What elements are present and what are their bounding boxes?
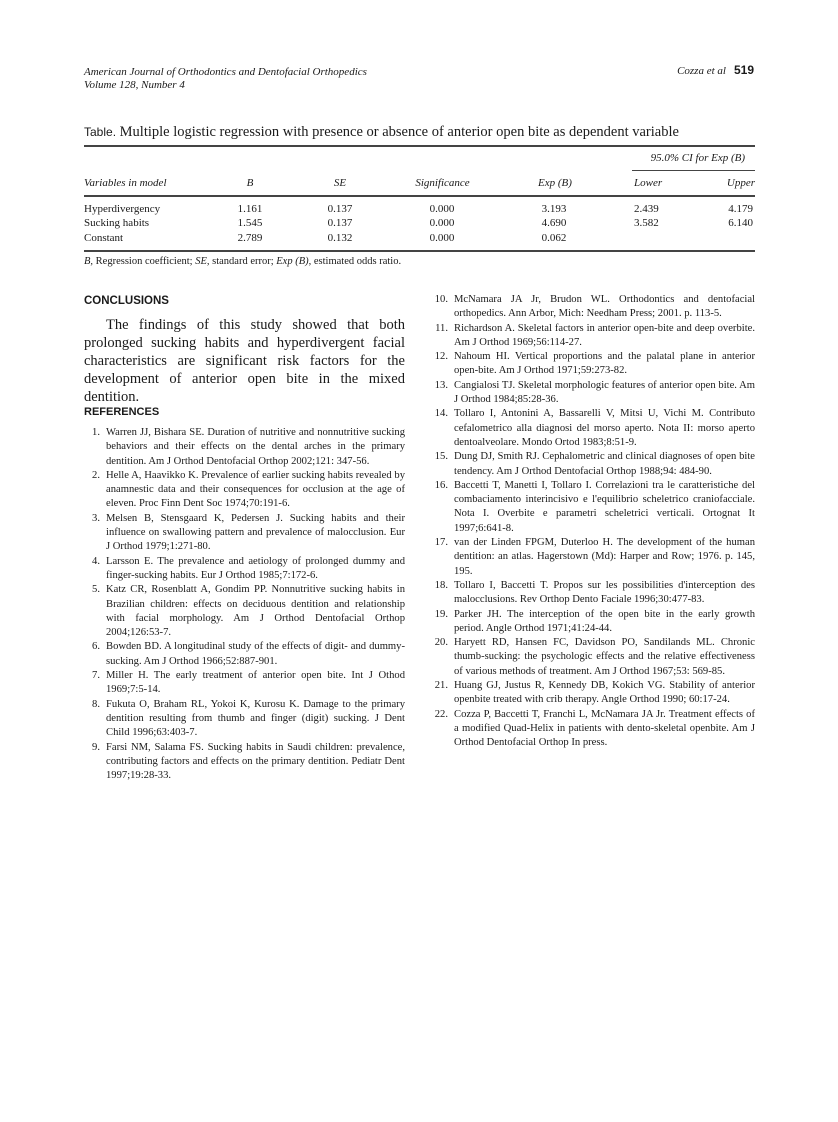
conclusions-heading: CONCLUSIONS [84, 295, 169, 307]
reference-item [429, 350, 755, 379]
reference-item [429, 322, 755, 351]
cell-se: 0.137 [327, 203, 353, 215]
ci-header: 95.0% CI for Exp (B) [650, 152, 745, 164]
table-label: Table. [84, 125, 117, 139]
cell-variable: Constant [84, 232, 124, 244]
reference-item [429, 579, 755, 608]
reference-text: Baccetti T, Manetti I, Tollaro I. Correlazioni tra le caratteristiche del combaciamento interincisivo e l'equilibrio scheletrico craniofacciale. Nota I. Overbite e parametri scheletrici verticali. Ortognat It 1997;6:641-8. [454, 479, 755, 534]
journal-volume: Volume 128, Number 4 [84, 79, 185, 91]
reference-item [429, 708, 755, 751]
reference-number: 4. [92, 555, 100, 567]
reference-text: Helle A, Haavikko K. Prevalence of earlier sucking habits revealed by anamnestic data and their consequences for occlusion at the age of eleven. Proc Finn Dent Soc 1974;70:191-6. [106, 469, 405, 510]
reference-number: 6. [92, 641, 100, 653]
references-list-left [86, 426, 405, 783]
reference-number: 18. [434, 579, 448, 591]
cell-se: 0.132 [327, 232, 353, 244]
reference-number: 15. [434, 451, 448, 463]
conclusions-text: The findings of this study showed that both prolonged sucking habits and hyperdivergent facial characteristics are significant risk factors for the development of anterior open bite in the mixed dentition. [84, 317, 405, 405]
cell-exp-b: 0.062 [541, 232, 567, 244]
cell-significance: 0.000 [429, 232, 455, 244]
reference-item [86, 469, 405, 512]
reference-text: Fukuta O, Braham RL, Yokoi K, Kurosu K. Damage to the primary dentition resulting from thumb and finger (digit) sucking. J Dent Child 1996;63:403-7. [106, 698, 405, 739]
reference-item [86, 669, 405, 698]
reference-number: 12. [434, 351, 448, 363]
cell-exp-b: 3.193 [541, 203, 567, 215]
reference-number: 13. [434, 379, 448, 391]
reference-item [429, 536, 755, 579]
page-number: 519 [733, 63, 754, 77]
reference-item [86, 426, 405, 469]
reference-item [86, 555, 405, 584]
reference-number: 7. [92, 670, 100, 682]
col-header-variables: Variables in model [84, 177, 167, 189]
reference-text: Warren JJ, Bishara SE. Duration of nutritive and nonnutritive sucking behaviors and their effects on the dental arches in the primary dentition. Am J Orthod Dentofacial Orthop 2002;121: 347-56. [106, 427, 405, 467]
running-header-left [84, 66, 367, 92]
table-top-rule [84, 145, 755, 147]
reference-text: van der Linden FPGM, Duterloo H. The development of the human dentition: an atlas. Hagerstown (Md): Harper and Row; 1976. p. 145, 195. [454, 537, 755, 577]
reference-item [86, 698, 405, 741]
col-header-upper: Upper [726, 177, 755, 189]
table-bottom-rule [84, 250, 755, 252]
footnote-def: estimated odds ratio. [311, 256, 402, 267]
cell-variable: Hyperdivergency [84, 203, 161, 215]
journal-title: American Journal of Orthodontics and Dentofacial Orthopedics [84, 66, 367, 78]
table-header-rule [84, 195, 755, 197]
reference-number: 21. [434, 680, 448, 692]
reference-item [429, 636, 755, 679]
footnote-def: standard error; [209, 256, 277, 267]
reference-text: Miller H. The early treatment of anterior open bite. Int J Othod 1969;7:5-14. [106, 670, 405, 696]
reference-number: 14. [434, 408, 448, 420]
reference-text: Haryett RD, Hansen FC, Davidson PO, Sandilands ML. Chronic thumb-sucking: the psychologic effects and the relative effectiveness of various methods of treatment. Am J Orthod 1967;53: 569-85. [454, 637, 755, 677]
footnote-abbr: Exp (B), [276, 256, 312, 267]
footnote-abbr: SE, [195, 256, 210, 267]
reference-text: Cangialosi TJ. Skeletal morphologic features of anterior open bite. Am J Orthod 1984;85:28-36. [454, 379, 755, 406]
references-heading: REFERENCES [84, 406, 160, 418]
cell-lower: 2.439 [634, 203, 659, 215]
reference-text: Huang GJ, Justus R, Kennedy DB, Kokich VG. Stability of anterior openbite treated with crib therapy. Angle Orthod 1990; 60:17-24. [454, 680, 755, 706]
reference-text: Nahoum HI. Vertical proportions and the palatal plane in anterior open-bite. Am J Orthod 1971;59:273-82. [454, 351, 755, 377]
reference-text: Melsen B, Stensgaard K, Pedersen J. Sucking habits and their influence on swallowing pattern and prevalence of malocclusion. Eur J Orthod 1979;1:271-80. [106, 512, 405, 553]
cell-se: 0.137 [327, 217, 353, 229]
reference-number: 19. [434, 608, 448, 620]
reference-text: McNamara JA Jr, Brudon WL. Orthodontics and dentofacial orthopedics. Ann Arbor, Mich: Needham Press; 2001. p. 113-5. [454, 294, 755, 320]
cell-exp-b: 4.690 [541, 217, 567, 229]
reference-item [86, 512, 405, 555]
reference-number: 8. [92, 698, 100, 710]
col-header-significance: Significance [415, 177, 470, 189]
reference-item [429, 679, 755, 708]
reference-text: Richardson A. Skeletal factors in anterior open-bite and deep overbite. Am J Orthod 1969;56:114-27. [454, 322, 755, 348]
cell-lower: 3.582 [634, 217, 659, 229]
reference-number: 16. [434, 479, 448, 491]
reference-item [86, 583, 405, 640]
cell-b: 2.789 [237, 232, 263, 244]
cell-variable: Sucking habits [84, 217, 150, 229]
cell-upper: 4.179 [728, 203, 753, 215]
reference-text: Tollaro I, Baccetti T. Propos sur les possibilities d'interception des malocclusions. Rev Orthop Dento Faciale 1996;30:477-83. [454, 579, 755, 606]
reference-item [429, 479, 755, 536]
col-header-exp-b: Exp (B) [538, 177, 572, 189]
article-authors: Cozza et al [677, 65, 726, 77]
reference-number: 11. [435, 322, 448, 334]
footnote-def: Regression coefficient; [93, 256, 196, 267]
table-caption [84, 124, 679, 141]
reference-number: 5. [92, 584, 100, 596]
reference-number: 17. [434, 537, 448, 549]
reference-text: Larsson E. The prevalence and aetiology of prolonged dummy and finger-sucking habits. Eur J Orthod 1985;7:172-6. [106, 555, 405, 581]
cell-significance: 0.000 [429, 217, 455, 229]
reference-number: 9. [92, 741, 100, 753]
col-header-b: B [246, 177, 254, 189]
cell-b: 1.545 [237, 217, 263, 229]
reference-text: Farsi NM, Salama FS. Sucking habits in Saudi children: prevalence, contributing factors and effects on the primary dentition. Pediatr Dent 1997;19:28-33. [106, 741, 405, 782]
table-footnote [84, 255, 401, 269]
reference-item [429, 293, 755, 322]
running-header-right [677, 64, 754, 78]
table-caption-text: Multiple logistic regression with presence or absence of anterior open bite as dependent variable [119, 124, 679, 140]
reference-item [429, 450, 755, 479]
footnote-abbr: B, [84, 256, 94, 267]
reference-number: 22. [434, 708, 448, 720]
reference-text: Bowden BD. A longitudinal study of the effects of digit- and dummy-sucking. Am J Orthod 1966;52:887-901. [106, 641, 405, 667]
reference-item [429, 379, 755, 408]
reference-number: 10. [434, 294, 448, 305]
reference-number: 3. [92, 512, 100, 524]
reference-text: Tollaro I, Antonini A, Bassarelli V, Mitsi U, Vichi M. Contributo cefalometrico alla diagnosi del morso aperto. Nota II: morso aperto dentoalveolare. Mondo Ortod 1983;8:51-9. [454, 408, 755, 448]
reference-item [86, 640, 405, 669]
col-header-se: SE [333, 177, 347, 189]
reference-text: Katz CR, Rosenblatt A, Gondim PP. Nonnutritive sucking habits in Brazilian children: effects on deciduous dentition and relationship with facial morphology. Am J Orthod Dentofacial Orthop 2004;126:53-7. [106, 584, 405, 639]
reference-text: Parker JH. The interception of the open bite in the early growth period. Angle Orthod 1971;41:24-44. [454, 608, 755, 634]
reference-item [429, 608, 755, 637]
col-header-lower: Lower [634, 177, 663, 189]
reference-text: Dung DJ, Smith RJ. Cephalometric and clinical diagnoses of open bite tendency. Am J Orthod Dentofacial Orthop 1988;94: 484-90. [454, 451, 755, 477]
reference-number: 1. [92, 427, 100, 438]
cell-upper: 6.140 [728, 217, 753, 229]
references-list-right [429, 293, 755, 751]
reference-item [86, 741, 405, 784]
reference-item [429, 407, 755, 450]
reference-number: 2. [92, 469, 100, 481]
cell-b: 1.161 [237, 203, 263, 215]
reference-number: 20. [434, 637, 448, 649]
cell-significance: 0.000 [429, 203, 455, 215]
ci-header-rule [632, 170, 755, 171]
reference-text: Cozza P, Baccetti T, Franchi L, McNamara JA Jr. Treatment effects of a modified Quad-Helix in patients with dento-skeletal openbite. Am J Orthod Dentofacial Orthop In press. [454, 708, 755, 749]
